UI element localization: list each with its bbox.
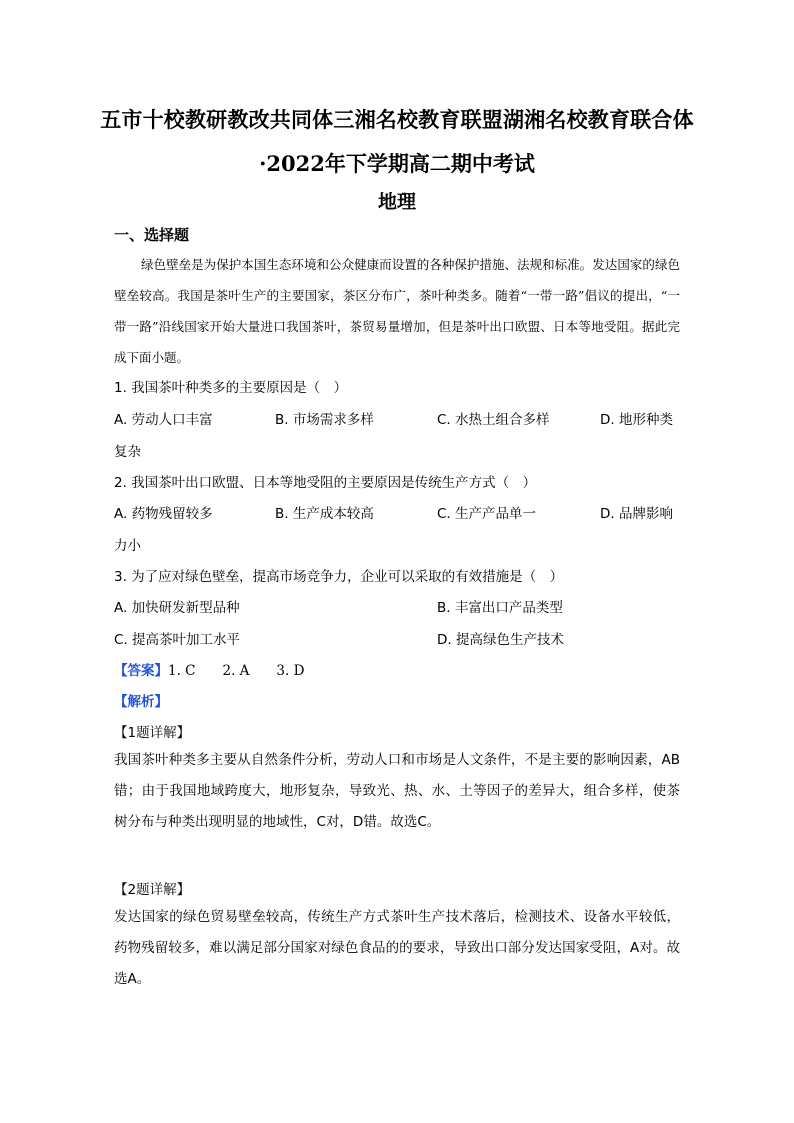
question-1-stem: 1. 我国茶叶种类多的主要原因是（ ） [114,380,348,396]
question-1-option-d: D. 地形种类 [600,412,673,428]
answer-text: 1. C 2. A 3. D [168,663,305,679]
question-2-option-d-wrap: 力小 [114,538,141,554]
question-3-stem: 3. 为了应对绿色壁垒，提高市场竞争力，企业可以采取的有效措施是（ ） [114,569,564,585]
analysis-tag: 【解析】 [114,694,168,710]
answer-tag: 【答案】 [114,663,168,679]
question-2-option-d: D. 品牌影响 [600,506,673,522]
question-2-option-c: C. 生产产品单一 [437,506,537,522]
detail-2-body: 发达国家的绿色贸易壁垒较高，传统生产方式茶叶生产技术落后，检测技术、设备水平较低，药物残留较多，难以满足部分国家对绿色食品的的要求，导致出口部分发达国家受阻，A对。故选A。 [114,909,680,987]
question-1-option-c: C. 水热土组合多样 [437,412,550,428]
subject-title: 地理 [377,191,416,213]
reading-material: 绿色壁垒是为保护本国生态环境和公众健康而设置的各种保护措施、法规和标准。发达国家的绿色壁垒较高。我国是茶叶生产的主要国家，茶区分布广，茶叶种类多。随着“一带一路”倡议的提出，“一带一路”沿线国家开始大量进口我国茶叶，茶贸易量增加，但是茶叶出口欧盟、日本等地受阻。据此完成下面小题。 [114,257,680,365]
question-3-option-c: C. 提高茶叶加工水平 [114,632,241,648]
section-title: 一、选择题 [114,226,190,244]
exam-title-line1: 五市十校教研教改共同体三湘名校教育联盟湖湘名校教育联合体 [100,107,694,132]
question-3-option-b: B. 丰富出口产品类型 [437,600,563,616]
question-1-option-d-wrap: 复杂 [114,444,141,460]
question-3-option-d: D. 提高绿色生产技术 [437,632,564,648]
detail-2-heading: 【2题详解】 [114,882,191,898]
question-1-option-a: A. 劳动人口丰富 [114,412,213,428]
question-2-option-b: B. 生产成本较高 [275,506,374,522]
question-1-option-b: B. 市场需求多样 [275,412,374,428]
detail-1-body: 我国茶叶种类多主要从自然条件分析，劳动人口和市场是人文条件，不是主要的影响因素，AB错；由于我国地域跨度大，地形复杂，导致光、热、水、土等因子的差异大，组合多样，使茶树分布与种类出现明显的地域性，C对，D错。故选C。 [114,752,680,830]
question-3-option-a: A. 加快研发新型品种 [114,600,240,616]
exam-title-line2: ·2022年下学期高二期中考试 [259,151,535,176]
question-2-option-a: A. 药物残留较多 [114,506,213,522]
question-2-stem: 2. 我国茶叶出口欧盟、日本等地受阻的主要原因是传统生产方式（ ） [114,475,537,491]
detail-1-heading: 【1题详解】 [114,725,191,741]
answer-line [114,659,304,679]
